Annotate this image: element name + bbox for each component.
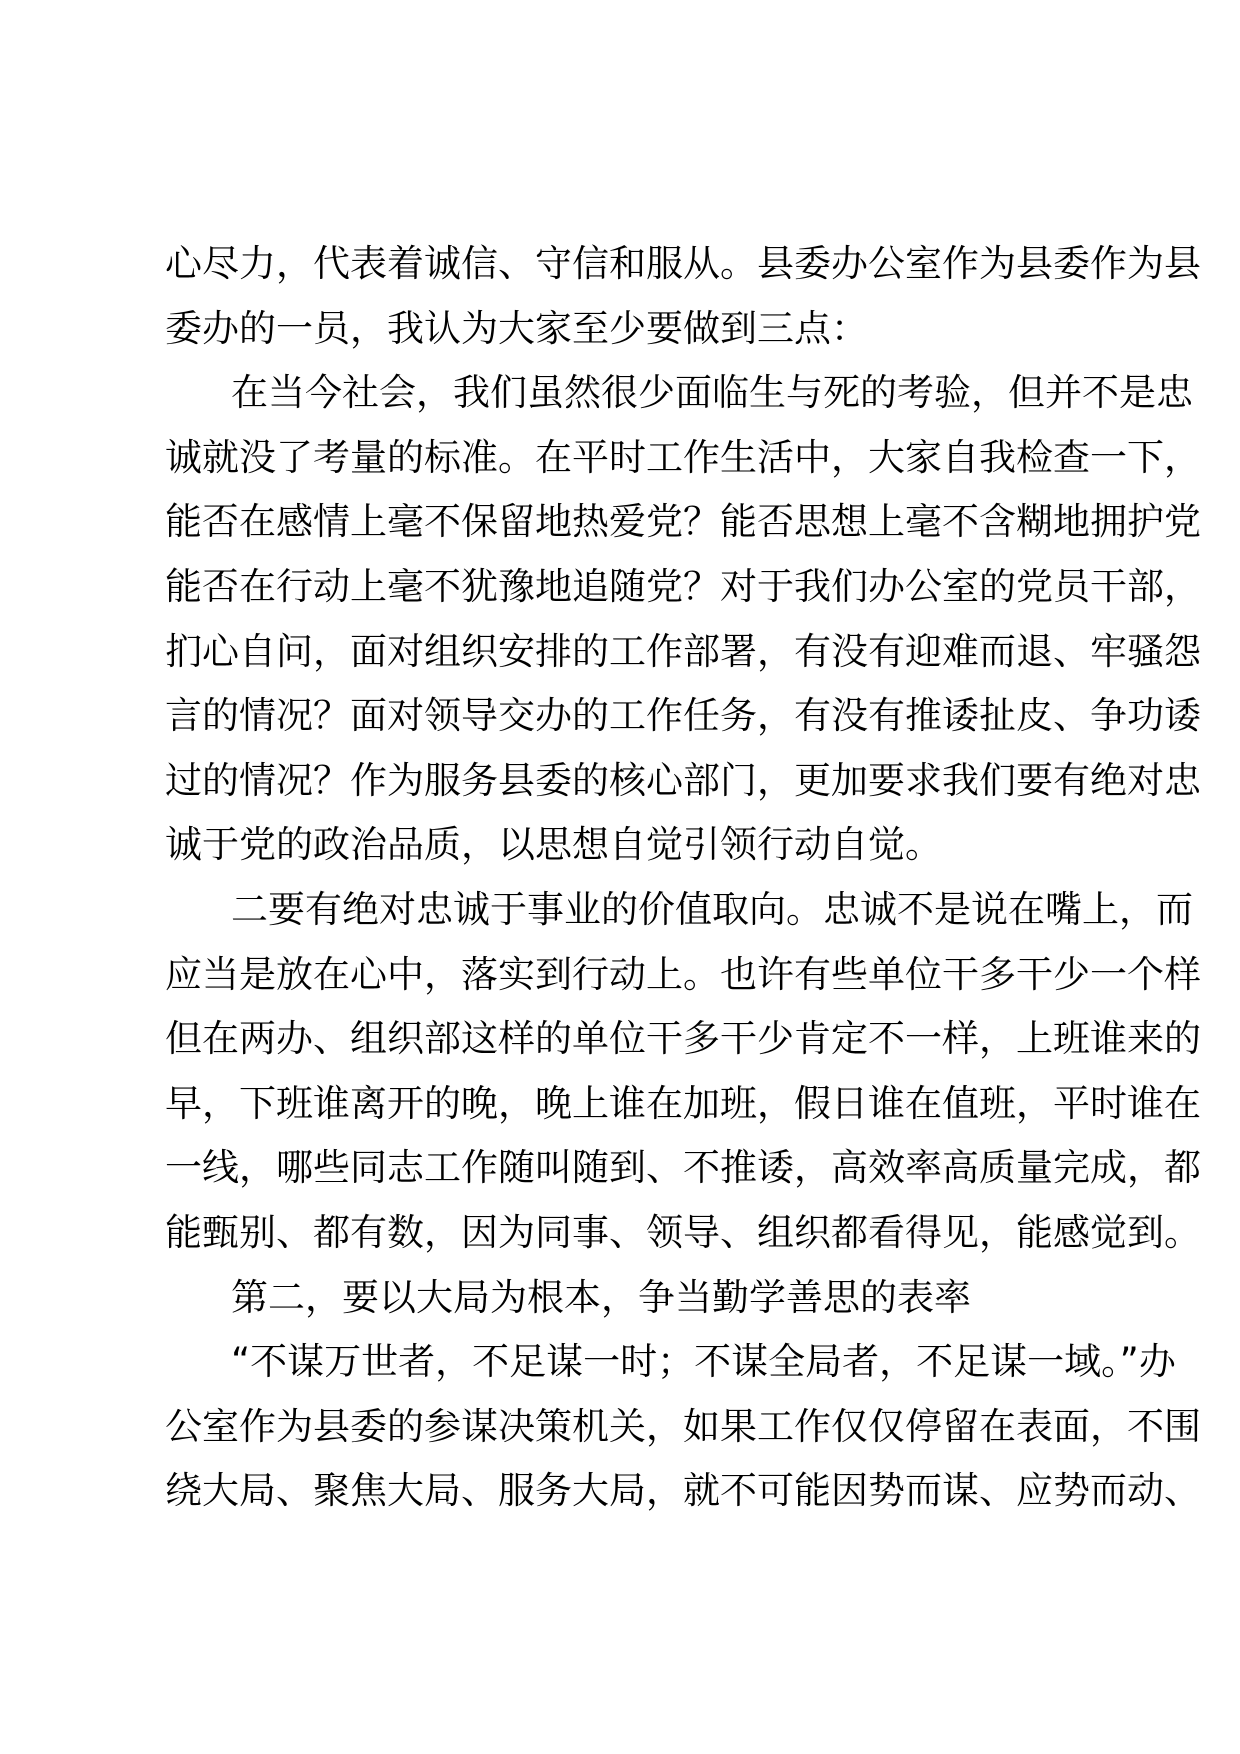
text-line: 能甄别、都有数，因为同事、领导、组织都看得见，能感觉到。 bbox=[165, 1210, 1201, 1254]
text-line: 二要有绝对忠诚于事业的价值取向。忠诚不是说在嘴上，而 bbox=[231, 887, 1193, 931]
text-line: 能否在感情上毫不保留地热爱党？能否思想上毫不含糊地拥护党 bbox=[165, 500, 1201, 544]
text-line: 公室作为县委的参谋决策机关，如果工作仅仅停留在表面，不围 bbox=[165, 1404, 1201, 1448]
text-line: “不谋万世者，不足谋一时；不谋全局者，不足谋一域。”办 bbox=[231, 1340, 1176, 1384]
text-line: 诚就没了考量的标准。在平时工作生活中，大家自我检查一下， bbox=[165, 435, 1201, 479]
body-text bbox=[165, 232, 1201, 1524]
text-line: 一线，哪些同志工作随叫随到、不推诿，高效率高质量完成，都 bbox=[165, 1146, 1201, 1190]
text-line: 扪心自问，面对组织安排的工作部署，有没有迎难而退、牢骚怨 bbox=[165, 629, 1201, 673]
text-line: 早，下班谁离开的晚，晚上谁在加班，假日谁在值班，平时谁在 bbox=[165, 1081, 1201, 1125]
text-line: 心尽力，代表着诚信、守信和服从。县委办公室作为县委作为县 bbox=[165, 242, 1201, 285]
text-line: 应当是放在心中，落实到行动上。也许有些单位干多干少一个样 bbox=[165, 952, 1201, 996]
text-line: 绕大局、聚焦大局、服务大局，就不可能因势而谋、应势而动、 bbox=[165, 1469, 1201, 1513]
text-line: 在当今社会，我们虽然很少面临生与死的考验，但并不是忠 bbox=[231, 371, 1193, 415]
text-line: 委办的一员，我认为大家至少要做到三点： bbox=[165, 306, 868, 350]
text-line: 言的情况？面对领导交办的工作任务，有没有推诿扯皮、争功诿 bbox=[165, 694, 1201, 738]
text-line: 过的情况？作为服务县委的核心部门，更加要求我们要有绝对忠 bbox=[165, 758, 1201, 802]
text-line: 能否在行动上毫不犹豫地追随党？对于我们办公室的党员干部， bbox=[165, 564, 1201, 608]
section-heading: 第二，要以大局为根本，争当勤学善思的表率 bbox=[231, 1275, 971, 1319]
text-line: 但在两办、组织部这样的单位干多干少肯定不一样，上班谁来的 bbox=[165, 1017, 1201, 1061]
text-line: 诚于党的政治品质，以思想自觉引领行动自觉。 bbox=[165, 823, 942, 867]
